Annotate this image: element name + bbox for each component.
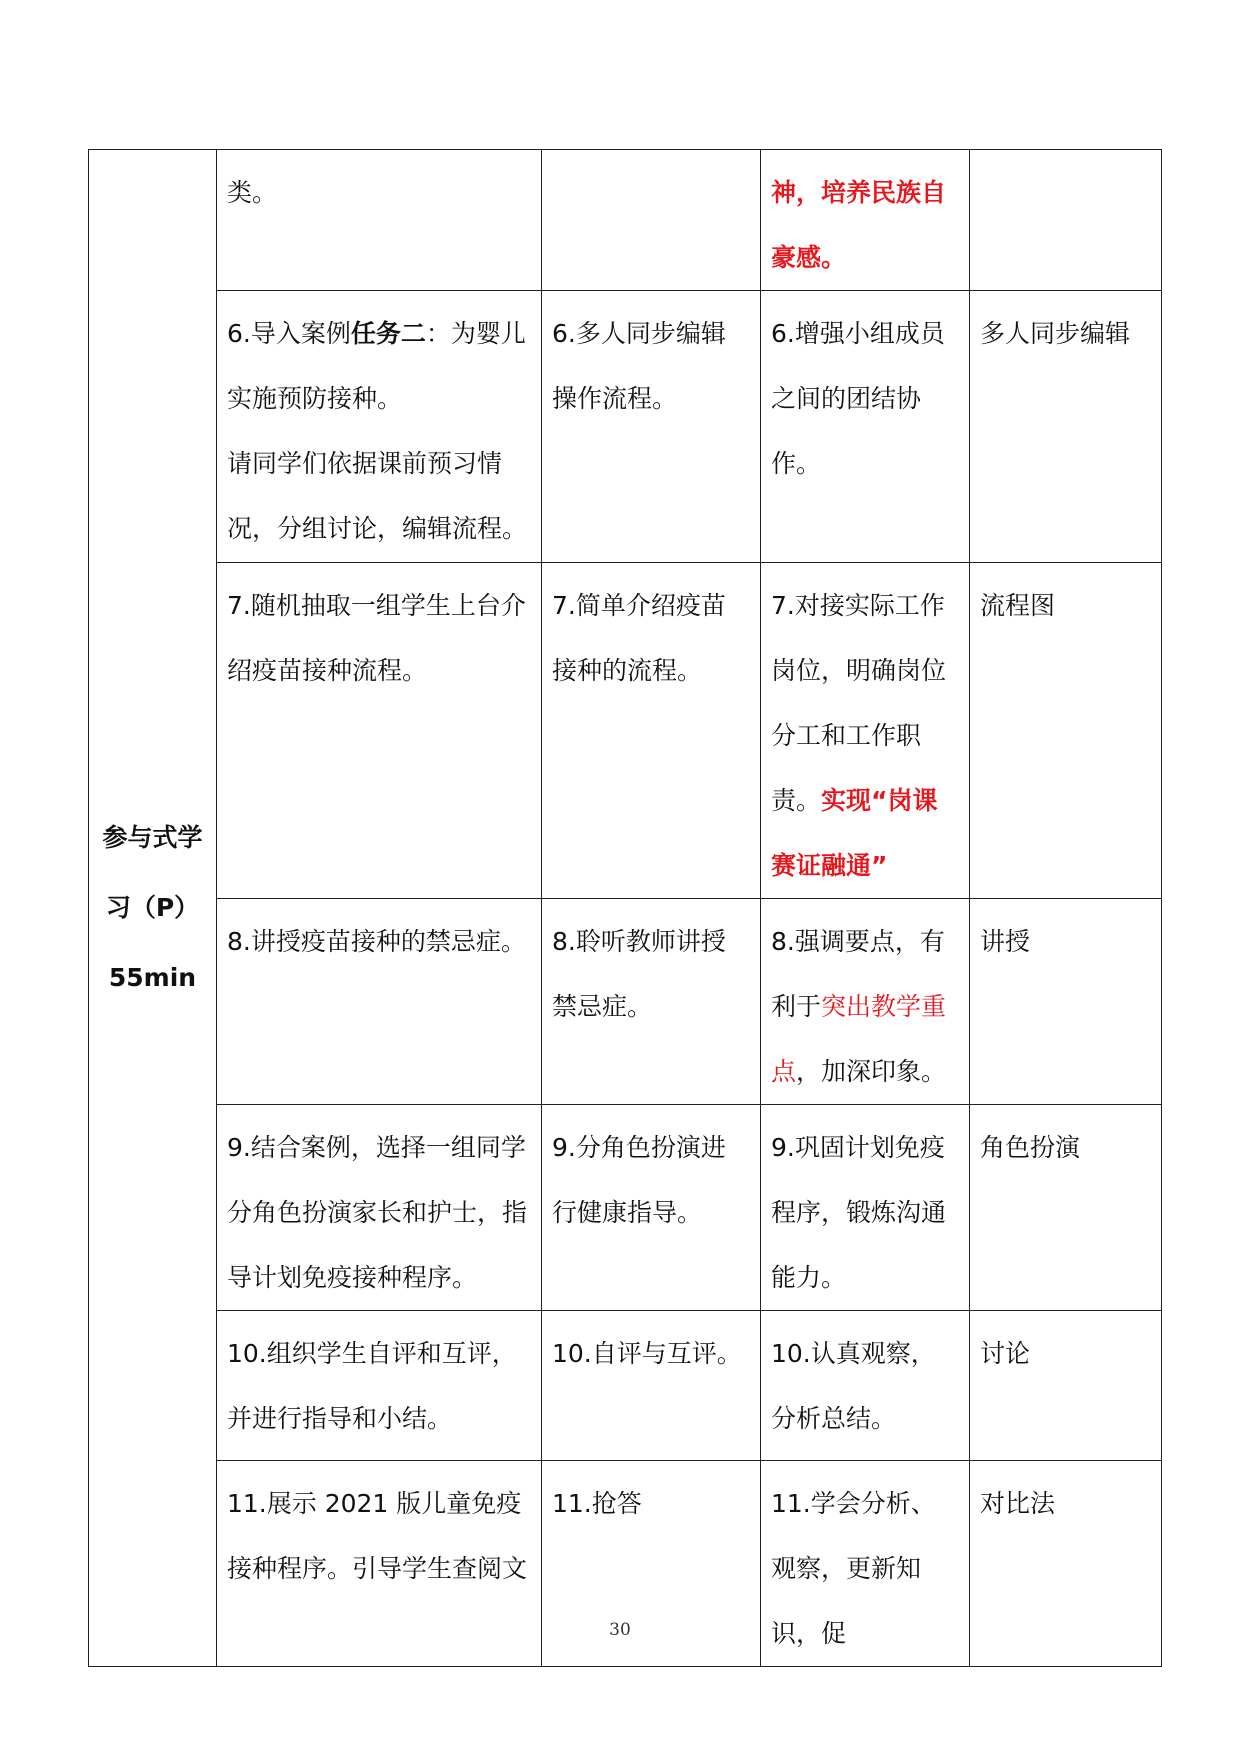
method-cell (970, 150, 1162, 291)
student-activity-cell: 6.多人同步编辑操作流程。 (542, 291, 761, 563)
teacher-activity-cell: 9.结合案例，选择一组同学分角色扮演家长和护士，指导计划免疫接种程序。 (217, 1105, 542, 1311)
student-activity-cell: 10.自评与互评。 (542, 1311, 761, 1461)
task-label: 任务二 (350, 319, 426, 348)
design-intent-cell: 6.增强小组成员之间的团结协作。 (761, 291, 970, 563)
design-intent-cell: 9.巩固计划免疫程序，锻炼沟通能力。 (761, 1105, 970, 1311)
stage-title-line2: 习（P） (105, 893, 200, 922)
table-row (89, 150, 1162, 291)
stage-duration: 55min (108, 963, 197, 992)
lesson-plan-table (88, 149, 1162, 1667)
method-cell: 讨论 (970, 1311, 1162, 1461)
method-cell: 流程图 (970, 563, 1162, 899)
teacher-activity-cell: 7.随机抽取一组学生上台介绍疫苗接种流程。 (217, 563, 542, 899)
student-activity-cell: 9.分角色扮演进行健康指导。 (542, 1105, 761, 1311)
highlight-text: 实现“岗课赛证融通” (771, 786, 938, 880)
highlight-text: 突出教学重点 (771, 992, 947, 1086)
design-intent-cell: 11.学会分析、观察，更新知识，促 (761, 1461, 970, 1667)
method-cell: 多人同步编辑 (970, 291, 1162, 563)
teacher-activity-cell: 8.讲授疫苗接种的禁忌症。 (217, 899, 542, 1105)
table-row (89, 291, 1162, 563)
teacher-activity-cell: 类。 (217, 150, 542, 291)
stage-cell (89, 150, 217, 1667)
stage-title-line1: 参与式学 (102, 823, 203, 852)
table-row (89, 1105, 1162, 1311)
design-intent-cell: 神，培养民族自豪感。 (761, 150, 970, 291)
teacher-activity-cell: 11.展示 2021 版儿童免疫接种程序。引导学生查阅文 (217, 1461, 542, 1667)
student-activity-cell: 11.抢答 (542, 1461, 761, 1667)
student-activity-cell: 7.简单介绍疫苗接种的流程。 (542, 563, 761, 899)
table-row (89, 899, 1162, 1105)
teacher-activity-cell: 10.组织学生自评和互评，并进行指导和小结。 (217, 1311, 542, 1461)
method-cell: 角色扮演 (970, 1105, 1162, 1311)
student-activity-cell (542, 150, 761, 291)
method-cell: 对比法 (970, 1461, 1162, 1667)
teacher-activity-cell: 6.导入案例任务二：为婴儿实施预防接种。 请同学们依据课前预习情况，分组讨论，编辑流程。 (217, 291, 542, 563)
table-row (89, 1311, 1162, 1461)
design-intent-cell: 7.对接实际工作岗位，明确岗位分工和工作职责。实现“岗课赛证融通” (761, 563, 970, 899)
method-cell: 讲授 (970, 899, 1162, 1105)
page-number: 30 (609, 1620, 631, 1640)
design-intent-cell: 8.强调要点，有利于突出教学重点，加深印象。 (761, 899, 970, 1105)
student-activity-cell: 8.聆听教师讲授禁忌症。 (542, 899, 761, 1105)
design-intent-cell: 10.认真观察，分析总结。 (761, 1311, 970, 1461)
table-row (89, 563, 1162, 899)
